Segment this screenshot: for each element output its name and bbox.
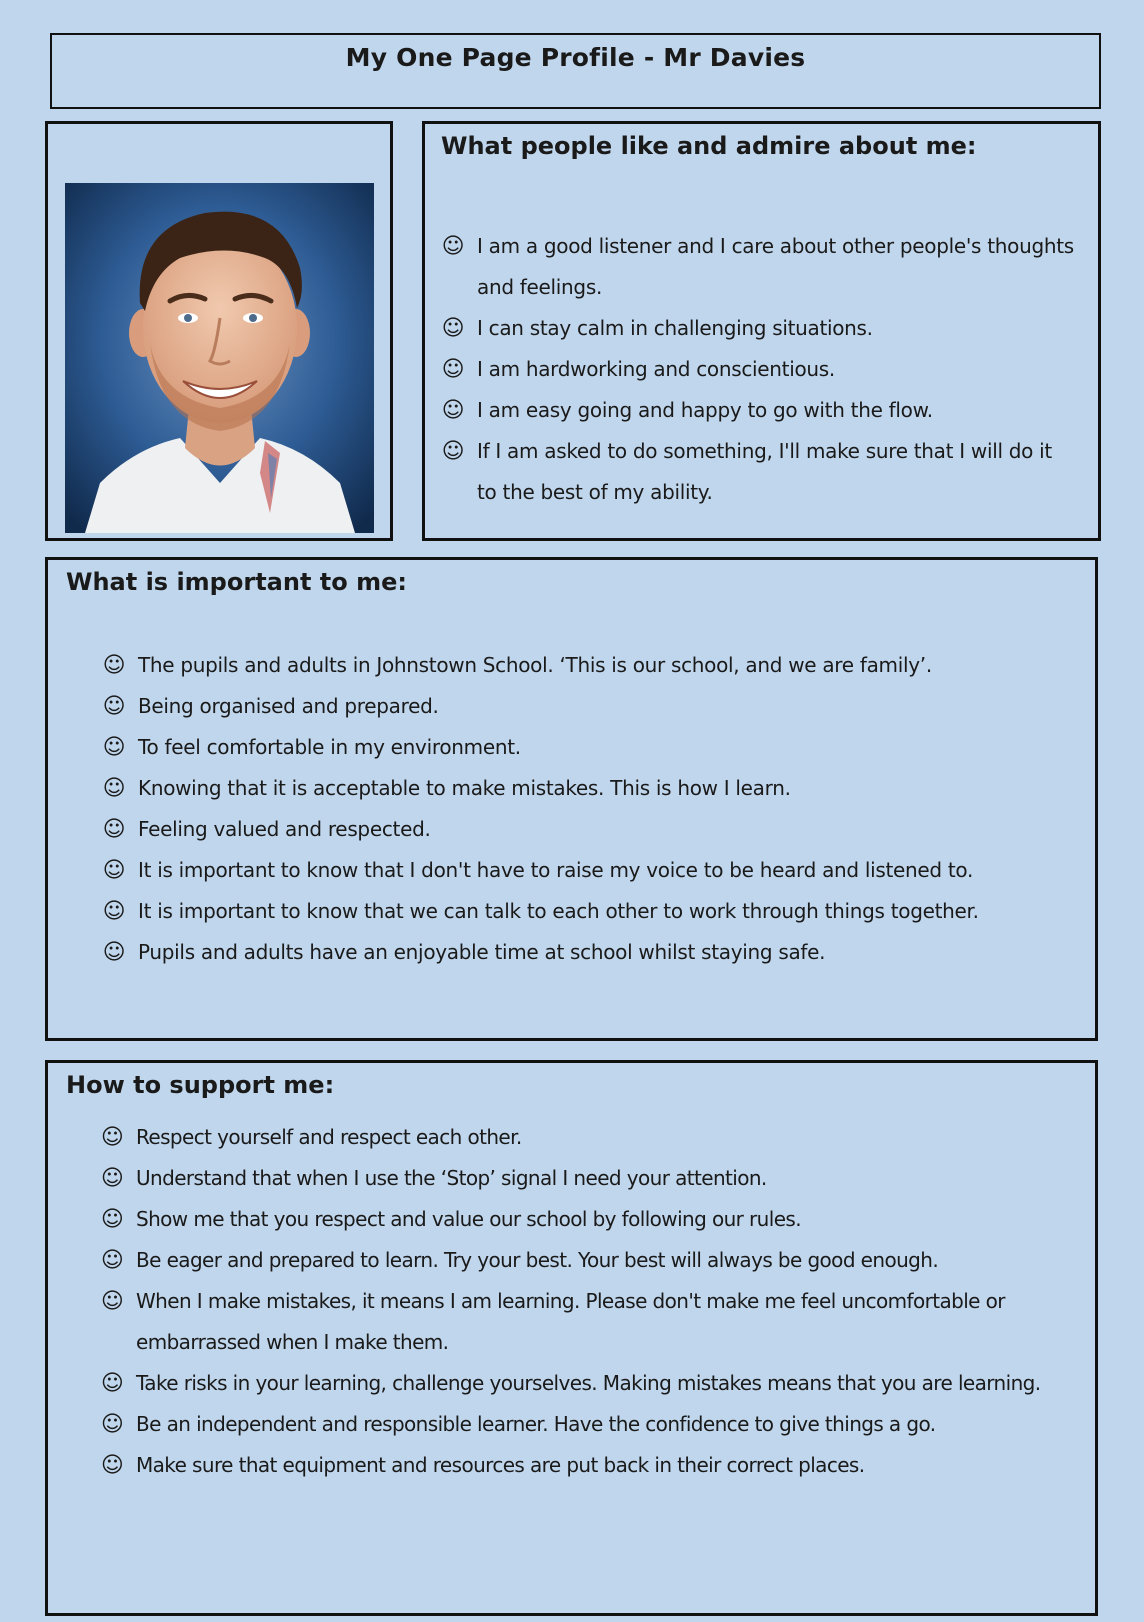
list-item: ☺ I am hardworking and conscientious.	[441, 349, 1076, 390]
smiley-icon: ☺	[100, 1412, 124, 1437]
smiley-icon: ☺	[441, 398, 465, 423]
list-item: ☺ Feeling valued and respected.	[102, 809, 1082, 850]
smiley-icon: ☺	[102, 776, 126, 801]
smiley-icon: ☺	[100, 1453, 124, 1478]
list-item: ☺ Knowing that it is acceptable to make mistakes. This is how I learn.	[102, 768, 1082, 809]
support-heading: How to support me:	[66, 1071, 335, 1099]
list-item: ☺ Respect yourself and respect each other.	[100, 1117, 1080, 1158]
list-item: ☺ The pupils and adults in Johnstown School. ‘This is our school, and we are family’.	[102, 645, 1082, 686]
important-heading: What is important to me:	[66, 568, 407, 596]
admire-heading: What people like and admire about me:	[441, 132, 977, 160]
smiley-icon: ☺	[102, 653, 126, 678]
support-list	[100, 1117, 1080, 1486]
list-item: ☺ I am a good listener and I care about other people's thoughts and feelings.	[441, 226, 1076, 308]
list-item: ☺ If I am asked to do something, I'll make sure that I will do it to the best of my ability.	[441, 431, 1076, 513]
profile-photo	[65, 183, 374, 533]
list-item: ☺ I am easy going and happy to go with the flow.	[441, 390, 1076, 431]
list-item: ☺ To feel comfortable in my environment.	[102, 727, 1082, 768]
smiley-icon: ☺	[102, 817, 126, 842]
smiley-icon: ☺	[100, 1166, 124, 1191]
smiley-icon: ☺	[100, 1289, 124, 1314]
smiley-icon: ☺	[102, 940, 126, 965]
list-item: ☺ Be an independent and responsible learner. Have the confidence to give things a go.	[100, 1404, 1080, 1445]
smiley-icon: ☺	[441, 439, 465, 464]
smiley-icon: ☺	[441, 234, 465, 259]
list-item: ☺ When I make mistakes, it means I am learning. Please don't make me feel uncomfortable or embarrassed when I make them.	[100, 1281, 1080, 1363]
support-section	[45, 1060, 1098, 1616]
smiley-icon: ☺	[100, 1125, 124, 1150]
title-box	[50, 33, 1101, 109]
list-item: ☺ I can stay calm in challenging situations.	[441, 308, 1076, 349]
admire-section	[422, 121, 1101, 541]
smiley-icon: ☺	[441, 357, 465, 382]
photo-box	[45, 121, 393, 541]
list-item: ☺ Be eager and prepared to learn. Try your best. Your best will always be good enough.	[100, 1240, 1080, 1281]
page-title: My One Page Profile - Mr Davies	[345, 43, 806, 72]
smiley-icon: ☺	[102, 858, 126, 883]
list-item: ☺ Show me that you respect and value our school by following our rules.	[100, 1199, 1080, 1240]
smiley-icon: ☺	[100, 1248, 124, 1273]
important-section	[45, 557, 1098, 1041]
smiley-icon: ☺	[441, 316, 465, 341]
list-item: ☺ Understand that when I use the ‘Stop’ signal I need your attention.	[100, 1158, 1080, 1199]
smiley-icon: ☺	[102, 899, 126, 924]
smiley-icon: ☺	[100, 1207, 124, 1232]
list-item: ☺ Pupils and adults have an enjoyable time at school whilst staying safe.	[102, 932, 1082, 973]
smiley-icon: ☺	[100, 1371, 124, 1396]
list-item: ☺ Being organised and prepared.	[102, 686, 1082, 727]
important-list	[102, 645, 1082, 973]
smiley-icon: ☺	[102, 735, 126, 760]
list-item: ☺ Take risks in your learning, challenge yourselves. Making mistakes means that you are learning.	[100, 1363, 1080, 1404]
smiley-icon: ☺	[102, 694, 126, 719]
list-item: ☺ It is important to know that we can talk to each other to work through things together.	[102, 891, 1082, 932]
list-item: ☺ Make sure that equipment and resources are put back in their correct places.	[100, 1445, 1080, 1486]
list-item: ☺ It is important to know that I don't have to raise my voice to be heard and listened to.	[102, 850, 1082, 891]
admire-list	[441, 226, 1076, 513]
